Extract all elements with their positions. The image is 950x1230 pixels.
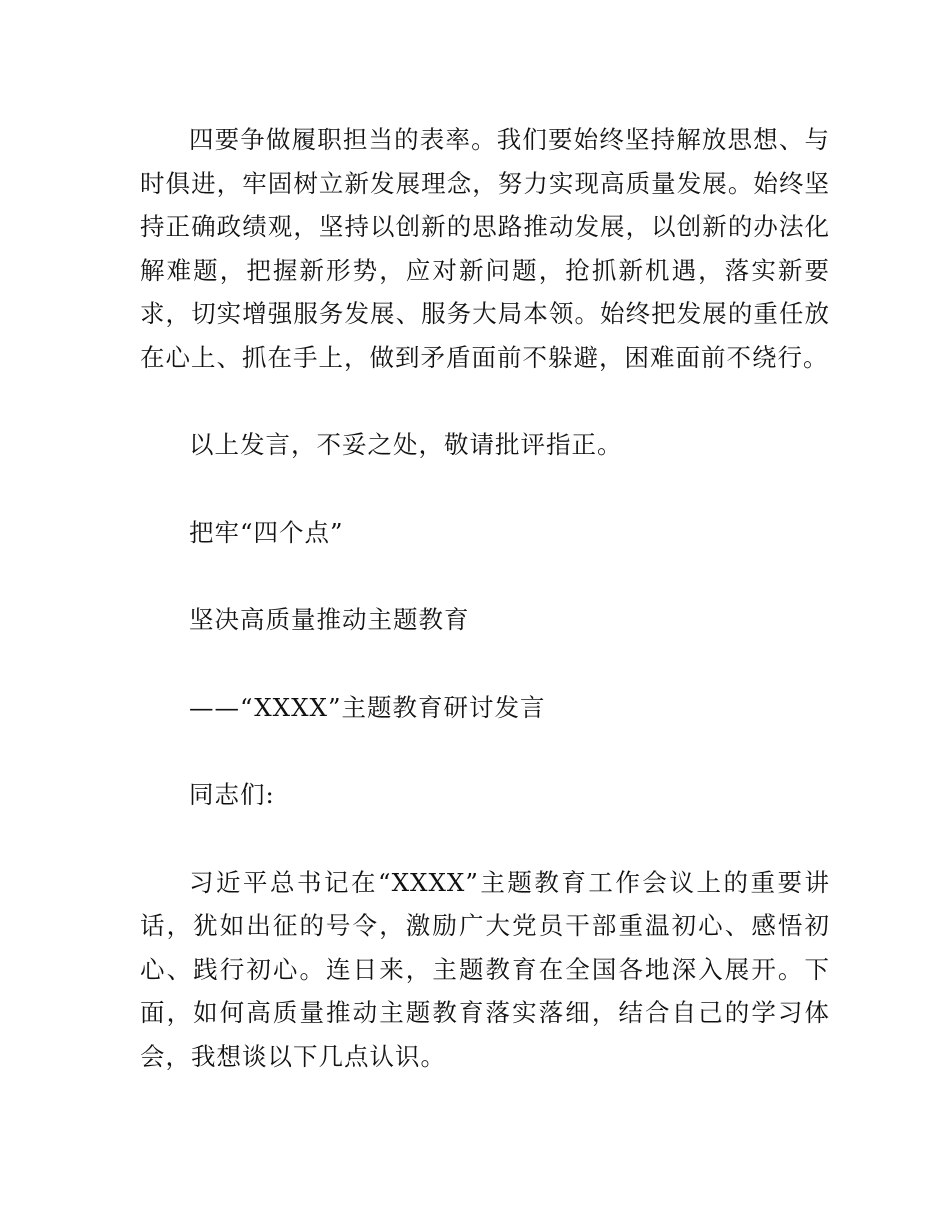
document-body xyxy=(140,118,830,1078)
paragraph-closing-remark: 以上发言，不妥之处，敬请批评指正。 xyxy=(189,430,623,459)
heading-subtitle: ——“XXXX”主题教育研讨发言 xyxy=(189,692,546,722)
salutation: 同志们: xyxy=(189,780,275,809)
paragraph-duty-model: 四要争做履职担当的表率。我们要始终坚持解放思想、与时俱进，牢固树立新发展理念，努力实现高质量发展。始终坚持正确政绩观，坚持以创新的思路推动发展，以创新的办法化解难题，把握新形势，应对新问题，抢抓新机遇，落实新要求，切实增强服务发展、服务大局本领。始终把发展的重任放在心上、抓在手上，做到矛盾面前不躲避，困难面前不绕行。 xyxy=(140,125,830,372)
heading-four-points: 把牢“四个点” xyxy=(189,517,344,547)
paragraph-introduction: 习近平总书记在“XXXX”主题教育工作会议上的重要讲话，犹如出征的号令，激励广大党员干部重温初心、感悟初心、践行初心。连日来，主题教育在全国各地深入展开。下面，如何高质量推动主题教育落实落细，结合自己的学习体会，我想谈以下几点认识。 xyxy=(140,867,830,1071)
heading-theme-education: 坚决高质量推动主题教育 xyxy=(189,605,470,634)
